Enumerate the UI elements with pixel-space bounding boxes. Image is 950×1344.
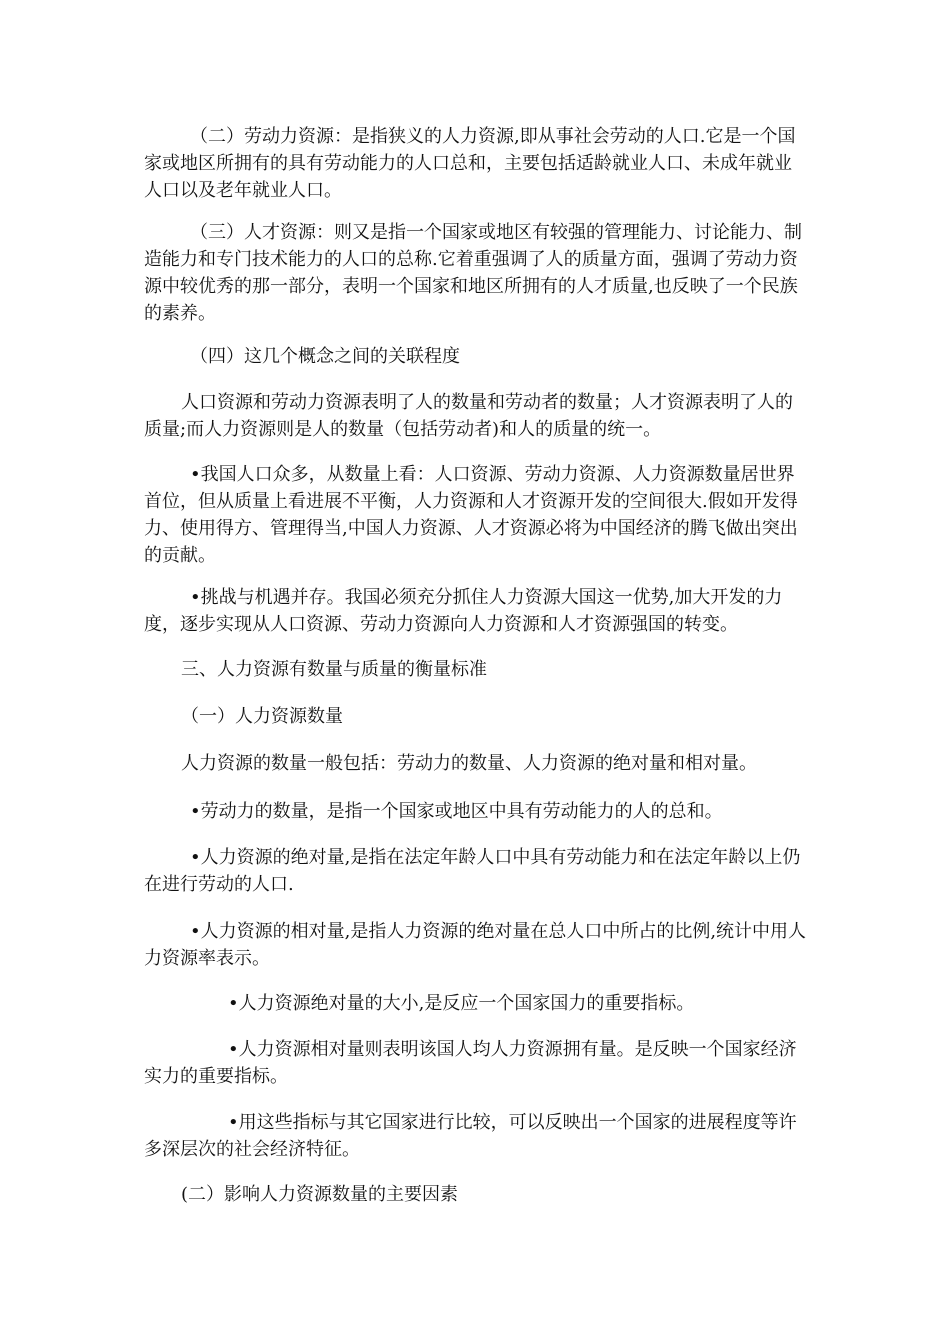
bullet-relative-significance: •人力资源相对量则表明该国人均人力资源拥有量。是反映一个国家经济实力的重要指标。 [144, 1039, 797, 1087]
bullet-absolute-significance: •人力资源绝对量的大小,是反应一个国家国力的重要指标。 [228, 993, 695, 1014]
section-heading-relationship: （四）这几个概念之间的关联程度 [190, 346, 460, 367]
subsection-heading-factors: (二）影响人力资源数量的主要因素 [181, 1184, 459, 1205]
paragraph-labor-resources: （二）劳动力资源：是指狭义的人力资源,即从事社会劳动的人口.它是一个国家或地区所拥有的具有劳动能力的人口总和，主要包括适龄就业人口、未成年就业人口以及老年就业人口。 [144, 126, 796, 201]
bullet-absolute-quantity: •人力资源的绝对量,是指在法定年龄人口中具有劳动能力和在法定年龄以上仍在进行劳动的人口. [144, 847, 801, 895]
bullet-relative-quantity: •人力资源的相对量,是指人力资源的绝对量在总人口中所占的比例,统计中用人力资源率表示。 [144, 921, 807, 969]
bullet-labor-quantity: •劳动力的数量，是指一个国家或地区中具有劳动能力的人的总和。 [190, 801, 723, 822]
paragraph-relationship-summary: 人口资源和劳动力资源表明了人的数量和劳动者的数量；人才资源表明了人的质量;而人力资源则是人的数量（包括劳动者)和人的质量的统一。 [144, 392, 793, 440]
bullet-challenge-opportunity: •挑战与机遇并存。我国必须充分抓住人力资源大国这一优势,加大开发的力度，逐步实现从人口资源、劳动力资源向人力资源和人才资源强国的转变。 [144, 587, 783, 635]
section-heading-measurement-standards: 三、人力资源有数量与质量的衡量标准 [181, 659, 487, 680]
paragraph-talent-resources: （三）人才资源：则又是指一个国家或地区有较强的管理能力、讨论能力、制造能力和专门技术能力的人口的总称.它着重强调了人的质量方面，强调了劳动力资源中较优秀的那一部分，表明一个国家和地区所拥有的人才质量,也反映了一个民族的素养。 [144, 222, 802, 324]
subsection-heading-quantity: （一）人力资源数量 [181, 706, 343, 727]
bullet-population-quantity: •我国人口众多，从数量上看：人口资源、劳动力资源、人力资源数量居世界首位，但从质量上看进展不平衡，人力资源和人才资源开发的空间很大.假如开发得力、使用得方、管理得当,中国人力资源、人才资源必将为中国经济的腾飞做出突出的贡献。 [144, 464, 798, 566]
bullet-comparison: •用这些指标与其它国家进行比较，可以反映出一个国家的进展程度等许多深层次的社会经济特征。 [144, 1112, 797, 1160]
paragraph-quantity-definition: 人力资源的数量一般包括：劳动力的数量、人力资源的绝对量和相对量。 [181, 753, 757, 774]
